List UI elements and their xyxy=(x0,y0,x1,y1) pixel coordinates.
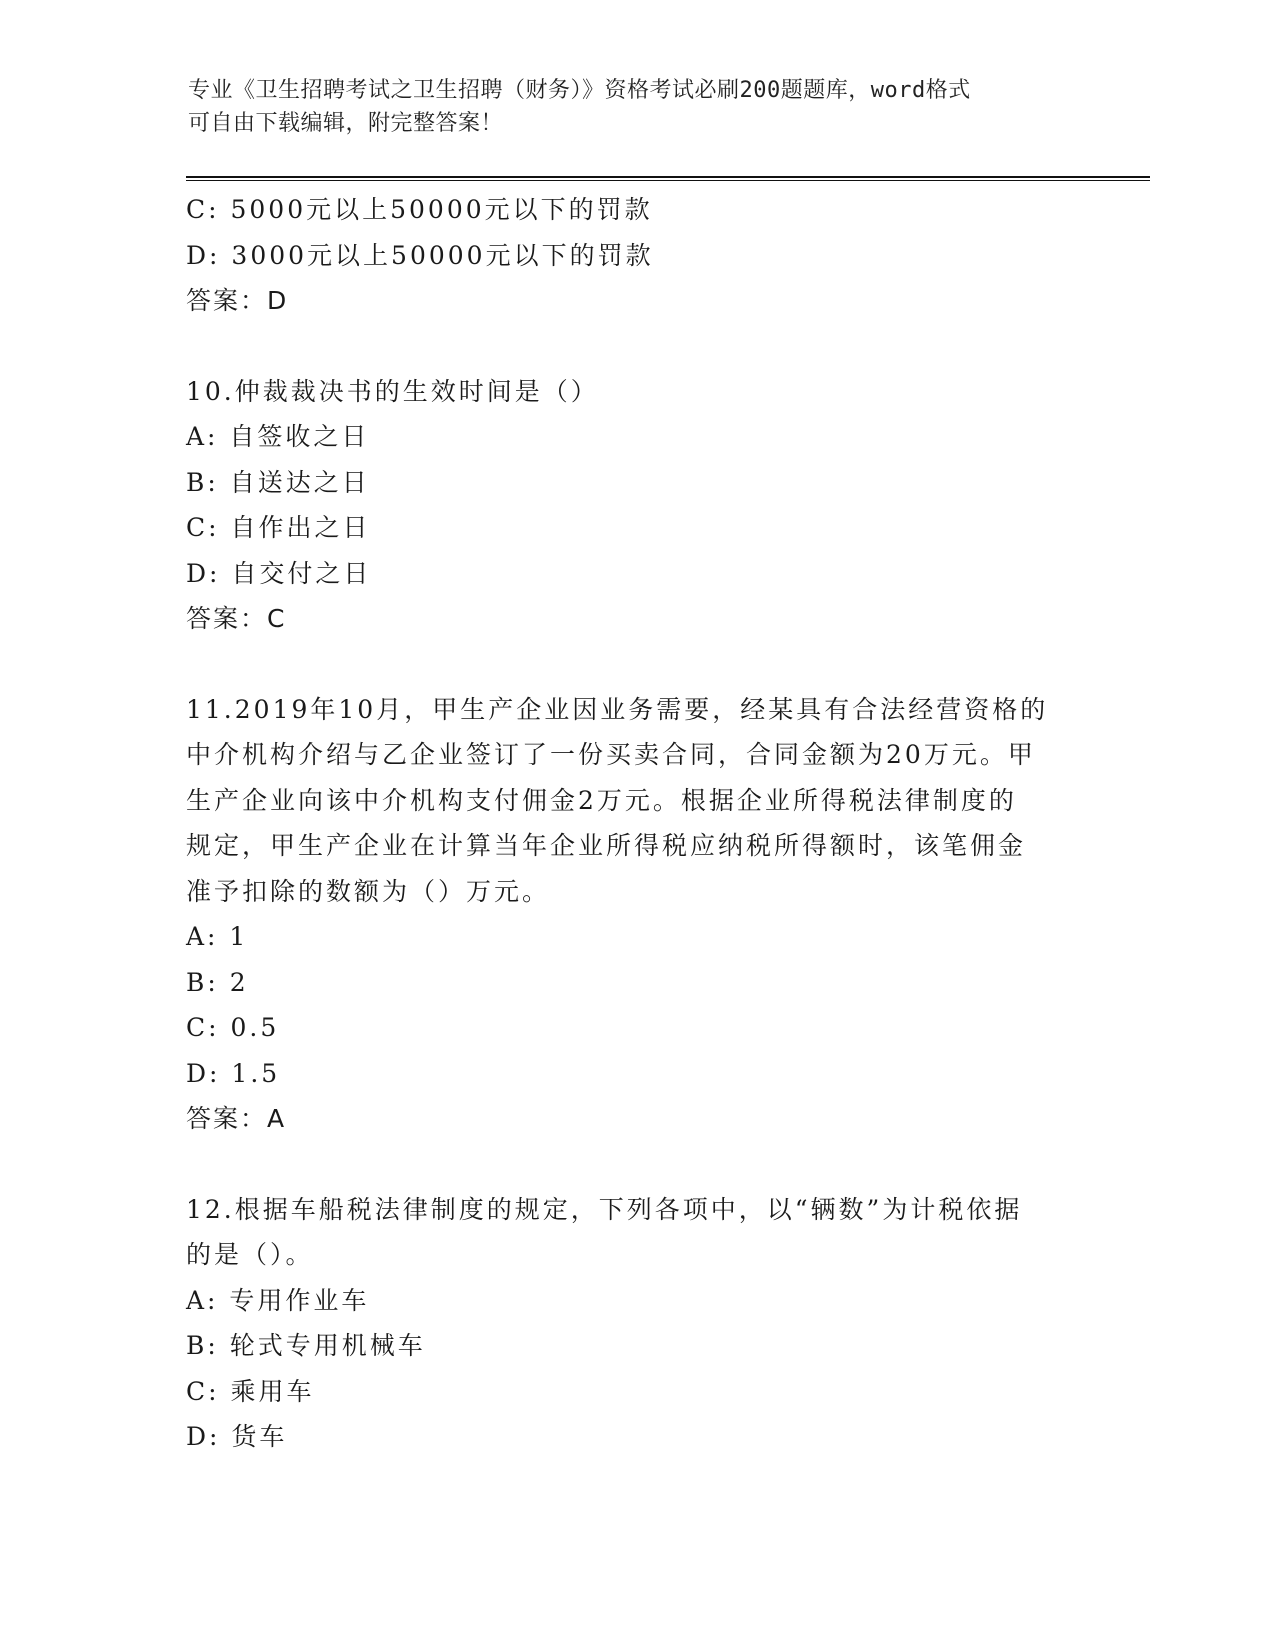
q10-answer: 答案：C xyxy=(186,604,287,633)
q11-answer: 答案：A xyxy=(186,1104,287,1133)
q12-option-d: D: 货车 xyxy=(186,1422,288,1451)
document-header xyxy=(188,74,1068,140)
q11-stem-line: 11.2019年10月，甲生产企业因业务需要，经某具有合法经营资格的 xyxy=(186,694,1049,724)
q11-stem-line: 准予扣除的数额为（）万元。 xyxy=(186,876,551,906)
header-title-line-1: 专业《卫生招聘考试之卫生招聘（财务）》资格考试必刷200题题库，word格式 xyxy=(188,78,971,103)
q10-option-c: C: 自作出之日 xyxy=(186,513,371,542)
q11-option-d: D: 1.5 xyxy=(186,1058,281,1088)
header-title-line-2: 可自由下载编辑，附完整答案！ xyxy=(188,111,504,136)
q11-stem-line: 生产企业向该中介机构支付佣金2万元。根据企业所得税法律制度的 xyxy=(186,785,1017,815)
q11-option-b: B: 2 xyxy=(186,967,249,997)
q9-answer: 答案：D xyxy=(186,286,289,315)
q12-stem-line: 的是（）。 xyxy=(186,1240,314,1269)
q9-option-c: C: 5000元以上50000元以下的罚款 xyxy=(186,195,653,224)
q10-option-a: A: 自签收之日 xyxy=(186,422,370,451)
q10-option-b: B: 自送达之日 xyxy=(186,467,370,497)
q10-stem: 10.仲裁裁决书的生效时间是（） xyxy=(186,376,599,406)
spacer xyxy=(186,1142,1086,1187)
question-12 xyxy=(186,1187,1086,1460)
question-9-tail xyxy=(186,187,1086,324)
q12-option-c: C: 乘用车 xyxy=(186,1376,315,1406)
q9-option-d: D: 3000元以上50000元以下的罚款 xyxy=(186,240,654,270)
q11-option-c: C: 0.5 xyxy=(186,1013,280,1042)
question-10 xyxy=(186,369,1086,642)
spacer xyxy=(186,642,1086,687)
q11-option-a: A: 1 xyxy=(186,922,249,951)
question-content xyxy=(186,187,1086,1460)
q12-option-b: B: 轮式专用机械车 xyxy=(186,1331,426,1360)
q10-option-d: D: 自交付之日 xyxy=(186,558,372,588)
header-divider xyxy=(186,176,1150,181)
q12-stem-line: 12.根据车船税法律制度的规定，下列各项中，以“辆数”为计税依据 xyxy=(186,1194,1023,1224)
q12-option-a: A: 专用作业车 xyxy=(186,1285,370,1315)
spacer xyxy=(186,324,1086,369)
q11-stem-line: 规定，甲生产企业在计算当年企业所得税应纳税所得额时，该笔佣金 xyxy=(186,831,1027,860)
question-11 xyxy=(186,687,1086,1142)
q11-stem-line: 中介机构介绍与乙企业签订了一份买卖合同，合同金额为20万元。甲 xyxy=(186,740,1036,769)
